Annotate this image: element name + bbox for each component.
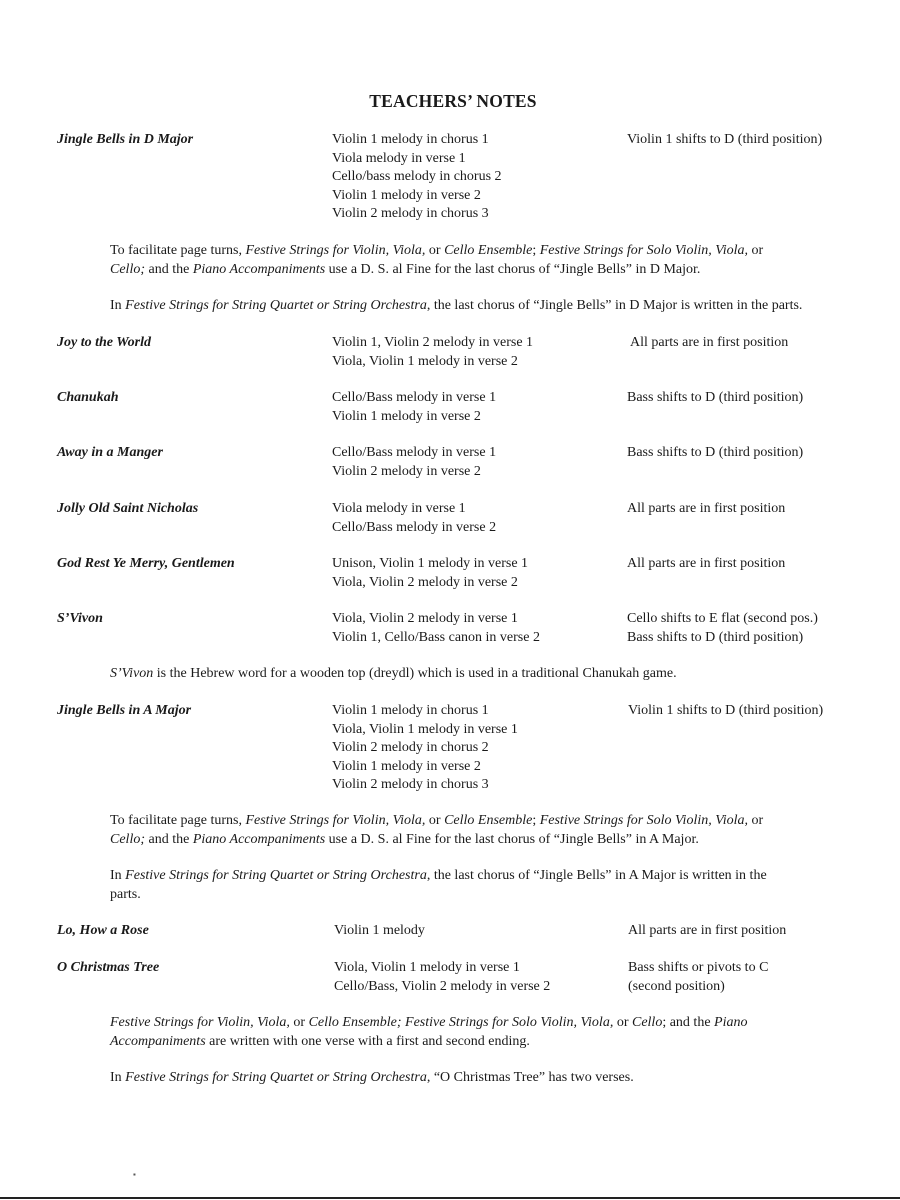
part-line: Violin 2 melody in chorus 3 (332, 206, 489, 222)
parts-list (332, 702, 518, 795)
note-line: Cello; and the Piano Accompaniments use a D. S. al Fine for the last chorus of “Jingle Bells” in D Major. (110, 261, 701, 277)
note-line: S’Vivon is the Hebrew word for a wooden top (dreydl) which is used in a traditional Chanukah game. (110, 666, 677, 681)
part-line: Violin 1 melody in verse 2 (332, 187, 481, 203)
position-line: All parts are in first position (630, 335, 789, 350)
part-line: Violin 2 melody in chorus 3 (332, 777, 489, 793)
note-line: To facilitate page turns, Festive Strings for Violin, Viola, or Cello Ensemble; Festive Strings for Solo Violin, Viola, or (110, 813, 764, 828)
part-line: Violin 1, Violin 2 melody in verse 1 (332, 335, 534, 350)
page-title: TEACHERS’ NOTES (369, 91, 537, 111)
position-line: All parts are in first position (627, 501, 786, 516)
part-line: Viola, Violin 2 melody in verse 2 (332, 574, 518, 590)
parts-list (334, 922, 425, 941)
position-line: Violin 1 shifts to D (third position) (627, 132, 823, 147)
note-page-turns-d (110, 242, 850, 279)
part-line: Violin 2 melody in verse 2 (332, 463, 481, 479)
position-line: Bass shifts to D (third position) (627, 445, 804, 460)
position-line: Violin 1 shifts to D (third position) (628, 703, 824, 718)
note-page-turns-a (110, 812, 850, 849)
position-line: (second position) (628, 978, 725, 994)
part-line: Cello/Bass, Violin 2 melody in verse 2 (334, 978, 551, 994)
parts-list (332, 389, 496, 426)
song-title: Jingle Bells in D Major (57, 132, 194, 147)
position-note (627, 610, 818, 647)
note-quartet-a (110, 867, 850, 904)
song-title: S’Vivon (57, 611, 103, 626)
note-line: parts. (110, 886, 141, 902)
note-line: In Festive Strings for String Quartet or String Orchestra, the last chorus of “Jingle Bells” in A Major is written in the (110, 868, 767, 883)
part-line: Violin 1 melody in chorus 1 (332, 703, 489, 718)
note-line: Accompaniments are written with one verse with a first and second ending. (110, 1033, 530, 1049)
part-line: Violin 2 melody in chorus 2 (332, 740, 489, 756)
position-note (628, 702, 823, 721)
song-title: Lo, How a Rose (57, 923, 149, 938)
position-note (630, 334, 788, 353)
note-christmas-tree-quartet (110, 1069, 850, 1088)
position-note (627, 555, 785, 574)
parts-list (332, 500, 496, 537)
part-line: Viola, Violin 1 melody in verse 2 (332, 353, 518, 369)
page-speck: ▪ (133, 1170, 136, 1179)
position-line: Bass shifts to D (third position) (627, 629, 804, 645)
position-note (627, 389, 803, 408)
position-line: Bass shifts or pivots to C (628, 960, 769, 975)
part-line: Viola, Violin 1 melody in verse 1 (334, 960, 520, 975)
position-line: All parts are in first position (628, 923, 787, 938)
part-line: Cello/Bass melody in verse 1 (332, 445, 497, 460)
part-line: Violin 1, Cello/Bass canon in verse 2 (332, 629, 540, 645)
note-line: Festive Strings for Violin, Viola, or Cello Ensemble; Festive Strings for Solo Violin, Viola, or Cello; and the Piano (110, 1015, 748, 1030)
position-note (627, 131, 822, 150)
part-line: Violin 1 melody in chorus 1 (332, 132, 489, 147)
note-christmas-tree-ensemble (110, 1014, 850, 1051)
parts-list (332, 610, 540, 647)
part-line: Viola melody in verse 1 (332, 150, 466, 166)
position-line: Cello shifts to E flat (second pos.) (627, 611, 818, 626)
bottom-edge-rule (0, 1197, 900, 1199)
note-svivon (110, 665, 850, 684)
part-line: Cello/Bass melody in verse 2 (332, 519, 497, 535)
song-title: Jolly Old Saint Nicholas (57, 501, 199, 516)
part-line: Viola, Violin 1 melody in verse 1 (332, 721, 518, 737)
part-line: Viola, Violin 2 melody in verse 1 (332, 611, 518, 626)
part-line: Unison, Violin 1 melody in verse 1 (332, 556, 529, 571)
note-line: In Festive Strings for String Quartet or String Orchestra, “O Christmas Tree” has two verses. (110, 1070, 634, 1085)
song-title: O Christmas Tree (57, 960, 160, 975)
parts-list (332, 555, 528, 592)
part-line: Violin 1 melody in verse 2 (332, 758, 481, 774)
song-title: Away in a Manger (57, 445, 163, 460)
position-note (628, 959, 768, 996)
parts-list (332, 444, 496, 481)
part-line: Cello/bass melody in chorus 2 (332, 169, 502, 185)
part-line: Violin 1 melody in verse 2 (332, 408, 481, 424)
part-line: Cello/Bass melody in verse 1 (332, 390, 497, 405)
song-title: God Rest Ye Merry, Gentlemen (57, 556, 235, 571)
position-line: All parts are in first position (627, 556, 786, 571)
parts-list (334, 959, 550, 996)
song-title: Jingle Bells in A Major (57, 703, 192, 718)
part-line: Viola melody in verse 1 (332, 501, 466, 516)
position-note (628, 922, 786, 941)
note-line: To facilitate page turns, Festive Strings for Violin, Viola, or Cello Ensemble; Festive Strings for Solo Violin, Viola, or (110, 243, 764, 258)
note-quartet-d (110, 297, 850, 316)
note-line: In Festive Strings for String Quartet or String Orchestra, the last chorus of “Jingle Bells” in D Major is written in the parts. (110, 298, 803, 313)
position-note (627, 500, 785, 519)
position-note (627, 444, 803, 463)
part-line: Violin 1 melody (334, 923, 425, 938)
position-line: Bass shifts to D (third position) (627, 390, 804, 405)
parts-list (332, 131, 502, 224)
parts-list (332, 334, 533, 371)
song-title: Joy to the World (57, 335, 151, 350)
note-line: Cello; and the Piano Accompaniments use a D. S. al Fine for the last chorus of “Jingle Bells” in A Major. (110, 831, 699, 847)
song-title: Chanukah (57, 390, 119, 405)
